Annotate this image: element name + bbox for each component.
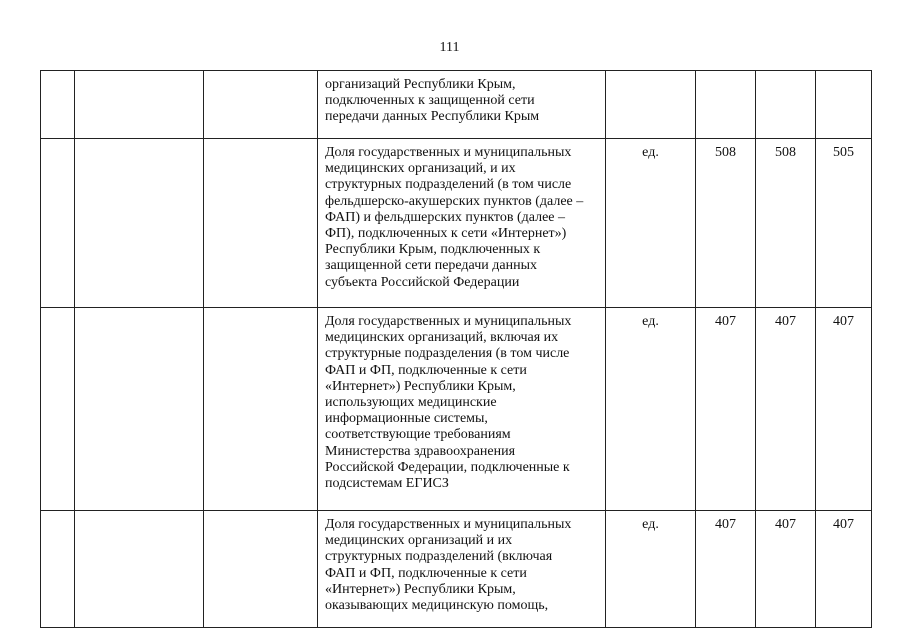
- description-line: информационные системы,: [325, 411, 488, 427]
- empty-cell: [41, 308, 75, 511]
- indicators-table: [40, 70, 872, 628]
- description-line: оказывающих медицинскую помощь,: [325, 598, 549, 614]
- empty-cell: [41, 139, 75, 308]
- unit-cell: ед.: [606, 139, 696, 308]
- value-cell: 508: [696, 139, 756, 308]
- empty-cell: [75, 139, 204, 308]
- indicator-description: [318, 71, 606, 139]
- description-line: фельдшерско-акушерских пунктов (далее –: [325, 193, 584, 209]
- empty-cell: [75, 71, 204, 139]
- table-row: [41, 71, 872, 139]
- empty-cell: [75, 308, 204, 511]
- description-line: Доля государственных и муниципальных: [325, 314, 572, 329]
- description-line: медицинских организаций, включая их: [325, 330, 559, 346]
- value-cell: 505: [816, 139, 872, 308]
- description-line: Республики Крым, подключенных к: [325, 242, 541, 258]
- value-cell: 508: [756, 139, 816, 308]
- empty-cell: [204, 71, 318, 139]
- description-line: структурные подразделения (в том числе: [325, 346, 570, 362]
- empty-cell: [41, 511, 75, 628]
- description-line: организаций Республики Крым,: [325, 77, 516, 92]
- indicator-description: [318, 308, 606, 511]
- description-line: медицинских организаций и их: [325, 533, 513, 549]
- description-line: «Интернет») Республики Крым,: [325, 581, 516, 597]
- page-number: 111: [439, 40, 460, 55]
- empty-cell: [204, 139, 318, 308]
- description-line: ФАП) и фельдшерских пунктов (далее –: [325, 209, 566, 225]
- description-line: подключенных к защищенной сети: [325, 93, 535, 109]
- description-line: ФП), подключенных к сети «Интернет»): [325, 226, 567, 242]
- table-row: [41, 139, 872, 308]
- table-row: [41, 308, 872, 511]
- value-cell: [816, 71, 872, 139]
- description-line: Российской Федерации, подключенные к: [325, 459, 570, 475]
- description-line: передачи данных Республики Крым: [325, 109, 540, 125]
- description-line: Министерства здравоохранения: [325, 443, 516, 459]
- description-line: ФАП и ФП, подключенные к сети: [325, 362, 527, 378]
- description-line: медицинских организаций, и их: [325, 161, 516, 177]
- description-line: Доля государственных и муниципальных: [325, 145, 572, 160]
- value-cell: 407: [816, 511, 872, 628]
- description-line: Доля государственных и муниципальных: [325, 517, 572, 532]
- empty-cell: [41, 71, 75, 139]
- empty-cell: [204, 511, 318, 628]
- description-line: защищенной сети передачи данных: [325, 258, 537, 274]
- description-line: ФАП и ФП, подключенные к сети: [325, 565, 527, 581]
- value-cell: 407: [696, 308, 756, 511]
- indicator-description: [318, 139, 606, 308]
- indicator-description: [318, 511, 606, 628]
- value-cell: 407: [816, 308, 872, 511]
- value-cell: 407: [756, 308, 816, 511]
- value-cell: 407: [756, 511, 816, 628]
- description-line: субъекта Российской Федерации: [325, 274, 520, 290]
- unit-cell: ед.: [606, 511, 696, 628]
- description-line: структурных подразделений (включая: [325, 549, 553, 565]
- description-line: соответствующие требованиям: [325, 427, 511, 443]
- value-cell: [756, 71, 816, 139]
- unit-cell: ед.: [606, 308, 696, 511]
- table-row: [41, 511, 872, 628]
- empty-cell: [75, 511, 204, 628]
- description-line: «Интернет») Республики Крым,: [325, 378, 516, 394]
- empty-cell: [204, 308, 318, 511]
- unit-cell: [606, 71, 696, 139]
- value-cell: [696, 71, 756, 139]
- description-line: использующих медицинские: [325, 395, 497, 411]
- value-cell: 407: [696, 511, 756, 628]
- description-line: подсистемам ЕГИСЗ: [325, 476, 449, 492]
- description-line: структурных подразделений (в том числе: [325, 177, 572, 193]
